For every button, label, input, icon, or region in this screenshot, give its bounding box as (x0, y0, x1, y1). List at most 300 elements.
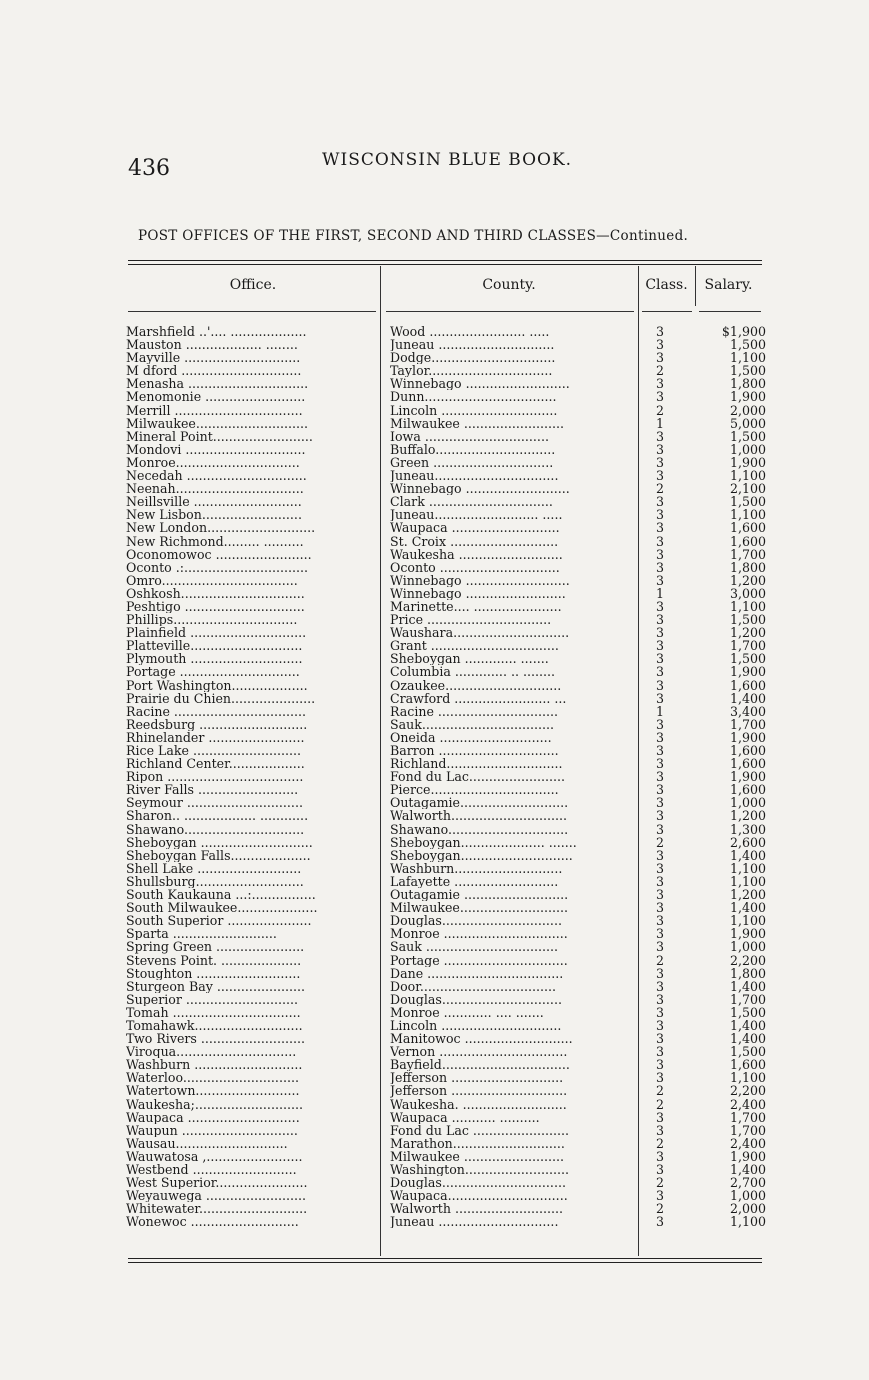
salary-cell: 1,500 (729, 1005, 766, 1019)
class-cell: 3 (656, 966, 665, 980)
county-cell: Milwaukee ......................... (390, 416, 564, 430)
office-cell: Superior ............................ (126, 992, 298, 1006)
office-cell: Viroqua.............................. (126, 1045, 297, 1059)
class-cell: 2 (656, 1097, 665, 1111)
table-row (0, 901, 869, 914)
county-cell: Manitowoc ........................... (390, 1032, 573, 1046)
table-row (0, 927, 869, 940)
county-cell: Sheboygan ............. ....... (390, 652, 549, 666)
county-cell: Walworth............................. (390, 809, 568, 823)
table-row (0, 377, 869, 390)
class-cell: 2 (656, 403, 665, 417)
county-cell: Jefferson ............................ (390, 1071, 564, 1085)
office-cell: Shell Lake .......................... (126, 861, 302, 875)
salary-cell: 1,900 (729, 730, 766, 744)
office-cell: South Kaukauna ...:................ (126, 888, 316, 902)
table-row (0, 548, 869, 561)
office-cell: River Falls ......................... (126, 783, 299, 797)
table-body (0, 325, 869, 1228)
class-cell: 3 (656, 613, 665, 627)
table-row (0, 508, 869, 521)
table-row (0, 679, 869, 692)
table-row (0, 535, 869, 548)
table-row (0, 430, 869, 443)
table-row (0, 1150, 869, 1163)
salary-cell: 1,600 (729, 783, 766, 797)
salary-cell: 2,100 (729, 482, 766, 496)
column-header-salary: Salary. (704, 277, 753, 293)
office-cell: Oconto .:............................... (126, 560, 309, 574)
table-row (0, 639, 869, 652)
salary-cell: 1,100 (729, 351, 766, 365)
office-cell: Prairie du Chien..................... (126, 691, 316, 705)
office-cell: West Superior....................... (126, 1176, 308, 1190)
office-cell: Neillsville ........................... (126, 495, 302, 509)
office-cell: Seymour ............................. (126, 796, 303, 810)
table-row (0, 1176, 869, 1189)
office-cell: Sturgeon Bay ...................... (126, 979, 305, 993)
class-cell: 2 (656, 835, 665, 849)
salary-cell: 1,100 (729, 469, 766, 483)
office-cell: Milwaukee............................ (126, 416, 308, 430)
county-cell: Walworth ........................... (390, 1202, 564, 1216)
salary-cell: 2,600 (729, 835, 766, 849)
table-row (0, 1084, 869, 1097)
table-row (0, 521, 869, 534)
salary-cell: 1,400 (729, 691, 766, 705)
class-cell: 3 (656, 1149, 665, 1163)
county-cell: Monroe ............................... (390, 927, 568, 941)
salary-cell: 2,400 (729, 1136, 766, 1150)
table-row (0, 482, 869, 495)
class-cell: 3 (656, 770, 665, 784)
salary-cell: 1,900 (729, 1149, 766, 1163)
salary-cell: 1,100 (729, 1215, 766, 1229)
salary-cell: 1,700 (729, 992, 766, 1006)
class-cell: 3 (656, 927, 665, 941)
salary-cell: 1,700 (729, 639, 766, 653)
class-cell: 3 (656, 495, 665, 509)
table-row (0, 456, 869, 469)
county-cell: Sauk................................. (390, 717, 554, 731)
salary-cell: 1,500 (729, 495, 766, 509)
salary-cell: 1,900 (729, 665, 766, 679)
salary-cell: 1,700 (729, 1123, 766, 1137)
table-row (0, 1058, 869, 1071)
county-cell: Barron .............................. (390, 744, 559, 758)
salary-cell: 1,600 (729, 521, 766, 535)
class-cell: 2 (656, 1176, 665, 1190)
class-cell: 3 (656, 665, 665, 679)
table-row (0, 404, 869, 417)
office-cell: Oshkosh............................... (126, 586, 305, 600)
table-row (0, 1098, 869, 1111)
office-cell: M dford .............................. (126, 364, 302, 378)
table-row (0, 325, 869, 338)
class-cell: 3 (656, 848, 665, 862)
table-row (0, 338, 869, 351)
county-cell: Fond du Lac........................ (390, 770, 565, 784)
class-cell: 3 (656, 1032, 665, 1046)
county-cell: Marathon............................ (390, 1136, 565, 1150)
table-row (0, 626, 869, 639)
salary-cell: 1,500 (729, 364, 766, 378)
salary-cell: 1,800 (729, 560, 766, 574)
table-row (0, 862, 869, 875)
class-cell: 3 (656, 1045, 665, 1059)
salary-cell: 1,900 (729, 770, 766, 784)
office-cell: Tomahawk........................... (126, 1018, 303, 1033)
county-cell: Douglas.............................. (390, 992, 562, 1006)
county-cell: Juneau .............................. (390, 1215, 559, 1229)
county-cell: Washburn........................... (390, 861, 563, 875)
column-header-county: County. (482, 277, 536, 293)
salary-cell: 1,500 (729, 613, 766, 627)
table-row (0, 469, 869, 482)
class-cell: 3 (656, 691, 665, 705)
office-cell: Oconomowoc ........................ (126, 547, 312, 561)
salary-cell: 1,500 (729, 652, 766, 666)
table-row (0, 1111, 869, 1124)
county-cell: Outagamie .......................... (390, 888, 569, 902)
class-cell: 3 (656, 521, 665, 535)
office-cell: Port Washington................... (126, 678, 308, 692)
class-cell: 3 (656, 338, 665, 352)
office-cell: Stoughton .......................... (126, 966, 301, 980)
county-cell: Crawford ........................ ... (390, 691, 567, 705)
class-cell: 3 (656, 599, 665, 614)
table-row (0, 888, 869, 901)
class-cell: 3 (656, 979, 665, 993)
office-cell: Waterloo............................. (126, 1071, 299, 1085)
salary-cell: 1,200 (729, 573, 766, 587)
class-cell: 3 (656, 992, 665, 1006)
class-cell: 3 (656, 560, 665, 574)
county-cell: Waukesha. .......................... (390, 1097, 567, 1111)
table-row (0, 574, 869, 587)
office-cell: Spring Green ...................... (126, 940, 305, 954)
salary-cell: 3,400 (729, 704, 766, 718)
table-row (0, 351, 869, 364)
office-cell: Weyauwega ......................... (126, 1189, 306, 1203)
salary-cell: 1,600 (729, 534, 766, 548)
salary-cell: 2,700 (729, 1176, 766, 1190)
table-row (0, 1045, 869, 1058)
office-cell: Mauston ................... ........ (126, 338, 298, 352)
class-cell: 2 (656, 482, 665, 496)
class-cell: 3 (656, 573, 665, 587)
header-underline (386, 311, 634, 312)
table-row (0, 652, 869, 665)
running-head: WISCONSIN BLUE BOOK. (322, 150, 573, 170)
county-cell: Monroe ............ .... ....... (390, 1005, 544, 1019)
office-cell: New Richmond......... .......... (126, 534, 304, 548)
county-cell: Lincoln ............................. (390, 403, 558, 417)
salary-cell: 1,200 (729, 626, 766, 640)
office-cell: Rice Lake ........................... (126, 744, 302, 758)
county-cell: Waupaca ........................... (390, 521, 560, 535)
county-cell: St. Croix ........................... (390, 534, 559, 548)
county-cell: Dunn................................. (390, 390, 557, 404)
table-row (0, 980, 869, 993)
county-cell: Wood ........................ ..... (390, 325, 550, 339)
office-cell: South Superior ..................... (126, 914, 312, 928)
county-cell: Green .............................. (390, 455, 554, 470)
county-cell: Milwaukee ......................... (390, 1149, 564, 1163)
county-cell: Washington.......................... (390, 1163, 569, 1177)
table-row (0, 417, 869, 430)
class-cell: 3 (656, 325, 665, 339)
class-cell: 3 (656, 442, 665, 456)
salary-cell: 1,300 (729, 822, 766, 836)
office-cell: Rhinelander ........................ (126, 730, 305, 744)
table-row (0, 1202, 869, 1215)
class-cell: 3 (656, 1215, 665, 1229)
salary-cell: 2,200 (729, 1084, 766, 1098)
salary-cell: 1,900 (729, 927, 766, 941)
header-underline (128, 311, 376, 312)
table-top-rule-2 (128, 264, 762, 265)
salary-cell: 1,400 (729, 1163, 766, 1177)
salary-cell: 1,100 (729, 914, 766, 928)
county-cell: Oconto .............................. (390, 560, 560, 574)
class-cell: 3 (656, 455, 665, 470)
header-underline (699, 311, 761, 312)
county-cell: Juneau............................... (390, 469, 559, 483)
class-cell: 3 (656, 652, 665, 666)
office-cell: Westbend .......................... (126, 1163, 297, 1177)
county-cell: Sheboygan............................ (390, 848, 573, 862)
class-cell: 3 (656, 1005, 665, 1019)
office-cell: Wonewoc ........................... (126, 1215, 299, 1229)
office-cell: Washburn ........................... (126, 1058, 303, 1072)
class-cell: 2 (656, 1202, 665, 1216)
salary-cell: 1,400 (729, 901, 766, 915)
office-cell: Waupaca ............................ (126, 1110, 300, 1124)
class-cell: 3 (656, 901, 665, 915)
salary-cell: 1,100 (729, 1071, 766, 1085)
county-cell: Outagamie........................... (390, 796, 569, 810)
county-cell: Pierce................................ (390, 783, 559, 797)
office-cell: Wausau............................ (126, 1136, 288, 1150)
county-cell: Vernon ................................ (390, 1045, 568, 1059)
county-cell: Taylor............................... (390, 364, 553, 378)
county-cell: Douglas.............................. (390, 914, 562, 928)
table-row (0, 757, 869, 770)
office-cell: Monroe............................... (126, 455, 300, 470)
office-cell: Sharon.. .................. ............ (126, 809, 309, 823)
class-cell: 3 (656, 429, 665, 443)
county-cell: Waupaca ........... .......... (390, 1110, 540, 1124)
office-cell: Shawano.............................. (126, 822, 305, 836)
salary-cell: 1,200 (729, 888, 766, 902)
table-row (0, 796, 869, 809)
salary-cell: 1,100 (729, 861, 766, 875)
table-row (0, 875, 869, 888)
class-cell: 3 (656, 914, 665, 928)
office-cell: Reedsburg ........................... (126, 717, 308, 731)
table-row (0, 665, 869, 678)
column-header-class: Class. (645, 277, 688, 293)
table-row (0, 954, 869, 967)
class-cell: 3 (656, 390, 665, 404)
class-cell: 3 (656, 717, 665, 731)
class-cell: 3 (656, 1123, 665, 1137)
salary-cell: 1,900 (729, 455, 766, 470)
office-cell: New Lisbon......................... (126, 508, 302, 522)
county-cell: Winnebago .......................... (390, 573, 570, 587)
office-cell: Marshfield ..'.... ................... (126, 325, 307, 339)
table-row (0, 849, 869, 862)
salary-cell: 1,900 (729, 390, 766, 404)
salary-cell: 1,000 (729, 940, 766, 954)
table-row (0, 744, 869, 757)
office-cell: Platteville............................ (126, 639, 303, 653)
class-cell: 3 (656, 796, 665, 810)
class-cell: 2 (656, 953, 665, 967)
office-cell: Tomah ................................ (126, 1005, 301, 1019)
class-cell: 2 (656, 1084, 665, 1098)
table-row (0, 705, 869, 718)
office-cell: Whitewater........................... (126, 1202, 308, 1216)
office-cell: Menomonie ......................... (126, 390, 306, 404)
class-cell: 3 (656, 888, 665, 902)
salary-cell: 3,000 (729, 586, 766, 600)
table-row (0, 1006, 869, 1019)
office-cell: Richland Center................... (126, 757, 305, 771)
class-cell: 3 (656, 822, 665, 836)
class-cell: 3 (656, 874, 665, 889)
class-cell: 3 (656, 377, 665, 391)
office-cell: Sparta .......................... (126, 927, 277, 941)
salary-cell: 1,600 (729, 744, 766, 758)
county-cell: Waupaca.............................. (390, 1189, 568, 1203)
office-cell: Merrill ................................ (126, 403, 303, 417)
office-cell: Menasha .............................. (126, 377, 309, 391)
class-cell: 3 (656, 1058, 665, 1072)
class-cell: 3 (656, 351, 665, 365)
county-cell: Columbia ............. .. ........ (390, 665, 555, 679)
salary-cell: 2,400 (729, 1097, 766, 1111)
county-cell: Sauk ................................. (390, 940, 558, 954)
county-cell: Richland............................. (390, 757, 563, 771)
county-cell: Jefferson ............................. (390, 1084, 568, 1098)
salary-cell: 1,800 (729, 377, 766, 391)
table-row (0, 993, 869, 1006)
class-cell: 3 (656, 783, 665, 797)
class-cell: 3 (656, 744, 665, 758)
office-cell: Wauwatosa ,........................ (126, 1149, 303, 1163)
class-cell: 1 (656, 586, 665, 600)
table-row (0, 731, 869, 744)
table-row (0, 1071, 869, 1084)
office-cell: Plymouth ............................ (126, 652, 303, 666)
table-row (0, 1124, 869, 1137)
county-cell: Clark ............................... (390, 495, 553, 509)
table-row (0, 783, 869, 796)
page-number: 436 (128, 156, 170, 181)
table-row (0, 809, 869, 822)
office-cell: Omro.................................. (126, 573, 298, 587)
salary-cell: 1,100 (729, 508, 766, 522)
county-cell: Dodge............................... (390, 351, 556, 365)
county-cell: Shawano.............................. (390, 822, 569, 836)
salary-cell: 1,400 (729, 1018, 766, 1033)
header-underline (642, 311, 692, 312)
table-row (0, 823, 869, 836)
county-cell: Winnebago .......................... (390, 377, 570, 391)
salary-cell: 1,500 (729, 429, 766, 443)
class-cell: 3 (656, 940, 665, 954)
office-cell: Watertown.......................... (126, 1084, 300, 1098)
table-row (0, 1032, 869, 1045)
table-row (0, 967, 869, 980)
salary-cell: 1,100 (729, 599, 766, 614)
office-cell: Two Rivers .......................... (126, 1032, 305, 1046)
county-cell: Waukesha .......................... (390, 547, 563, 561)
salary-cell: 1,700 (729, 547, 766, 561)
table-row (0, 692, 869, 705)
salary-cell: 1,500 (729, 338, 766, 352)
salary-cell: 2,000 (729, 403, 766, 417)
class-cell: 2 (656, 1136, 665, 1150)
table-row (0, 390, 869, 403)
class-cell: 1 (656, 416, 665, 430)
office-cell: Mayville ............................. (126, 351, 301, 365)
table-row (0, 940, 869, 953)
salary-cell: 1,000 (729, 442, 766, 456)
county-cell: Milwaukee........................... (390, 901, 568, 915)
class-cell: 3 (656, 1018, 665, 1033)
salary-cell: 1,400 (729, 1032, 766, 1046)
class-cell: 2 (656, 364, 665, 378)
county-cell: Iowa ............................... (390, 429, 549, 443)
office-cell: Neenah................................ (126, 482, 304, 496)
table-row (0, 587, 869, 600)
office-cell: Stevens Point. .................... (126, 953, 302, 967)
office-cell: Portage .............................. (126, 665, 300, 679)
salary-cell: 1,400 (729, 979, 766, 993)
table-row (0, 1215, 869, 1228)
salary-cell: 1,400 (729, 848, 766, 862)
county-cell: Ozaukee............................. (390, 678, 562, 692)
salary-cell: 1,500 (729, 1045, 766, 1059)
county-cell: Price ............................... (390, 613, 552, 627)
office-cell: South Milwaukee.................... (126, 901, 318, 915)
county-cell: Douglas............................... (390, 1176, 566, 1190)
salary-cell: 1,700 (729, 1110, 766, 1124)
county-cell: Portage ............................... (390, 953, 568, 967)
class-cell: 3 (656, 508, 665, 522)
salary-cell: 1,000 (729, 796, 766, 810)
salary-cell: 5,000 (729, 416, 766, 430)
class-cell: 3 (656, 626, 665, 640)
office-cell: Waukesha;........................... (126, 1097, 303, 1111)
class-cell: 3 (656, 1163, 665, 1177)
salary-cell: 1,600 (729, 1058, 766, 1072)
table-row (0, 495, 869, 508)
table-top-rule (128, 260, 762, 261)
table-row (0, 770, 869, 783)
office-cell: New London........................... (126, 521, 316, 535)
county-cell: Fond du Lac ........................ (390, 1123, 569, 1137)
class-cell: 3 (656, 809, 665, 823)
salary-cell: 1,700 (729, 717, 766, 731)
office-cell: Necedah .............................. (126, 469, 307, 483)
class-cell: 3 (656, 861, 665, 875)
county-cell: Juneau.......................... ..... (390, 508, 563, 522)
class-cell: 3 (656, 469, 665, 483)
